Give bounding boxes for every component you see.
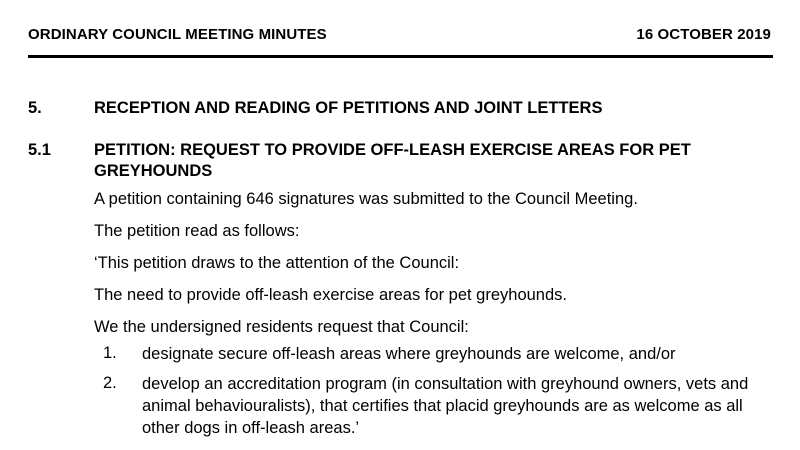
list-item-text: develop an accreditation program (in consultation with greyhound owners, vets and animal behaviouralists), that certifies that placid greyhounds are as welcome as all other dogs in off-leash areas.’	[142, 375, 749, 437]
header-title: ORDINARY COUNCIL MEETING MINUTES	[28, 26, 327, 43]
header-divider	[28, 55, 773, 58]
paragraph-signatures: A petition containing 646 signatures was submitted to the Council Meeting.	[94, 190, 638, 208]
paragraph-request-intro: We the undersigned residents request that Council:	[94, 318, 469, 336]
paragraph-petition-intro: ‘This petition draws to the attention of the Council:	[94, 254, 460, 272]
paragraph-read-as-follows: The petition read as follows:	[94, 222, 300, 240]
page-header	[28, 26, 771, 48]
section-title: RECEPTION AND READING OF PETITIONS AND JOINT LETTERS	[94, 99, 603, 117]
subsection-title: PETITION: REQUEST TO PROVIDE OFF-LEASH EXERCISE AREAS FOR PET GREYHOUNDS	[94, 141, 691, 180]
list-item-text: designate secure off-leash areas where greyhounds are welcome, and/or	[142, 345, 676, 363]
section-number: 5.	[28, 99, 42, 117]
header-date: 16 OCTOBER 2019	[636, 26, 771, 43]
list-item-number: 1.	[103, 344, 117, 362]
list-item-number: 2.	[103, 374, 117, 392]
subsection-number: 5.1	[28, 141, 51, 159]
paragraph-petition-need: The need to provide off-leash exercise areas for pet greyhounds.	[94, 286, 567, 304]
